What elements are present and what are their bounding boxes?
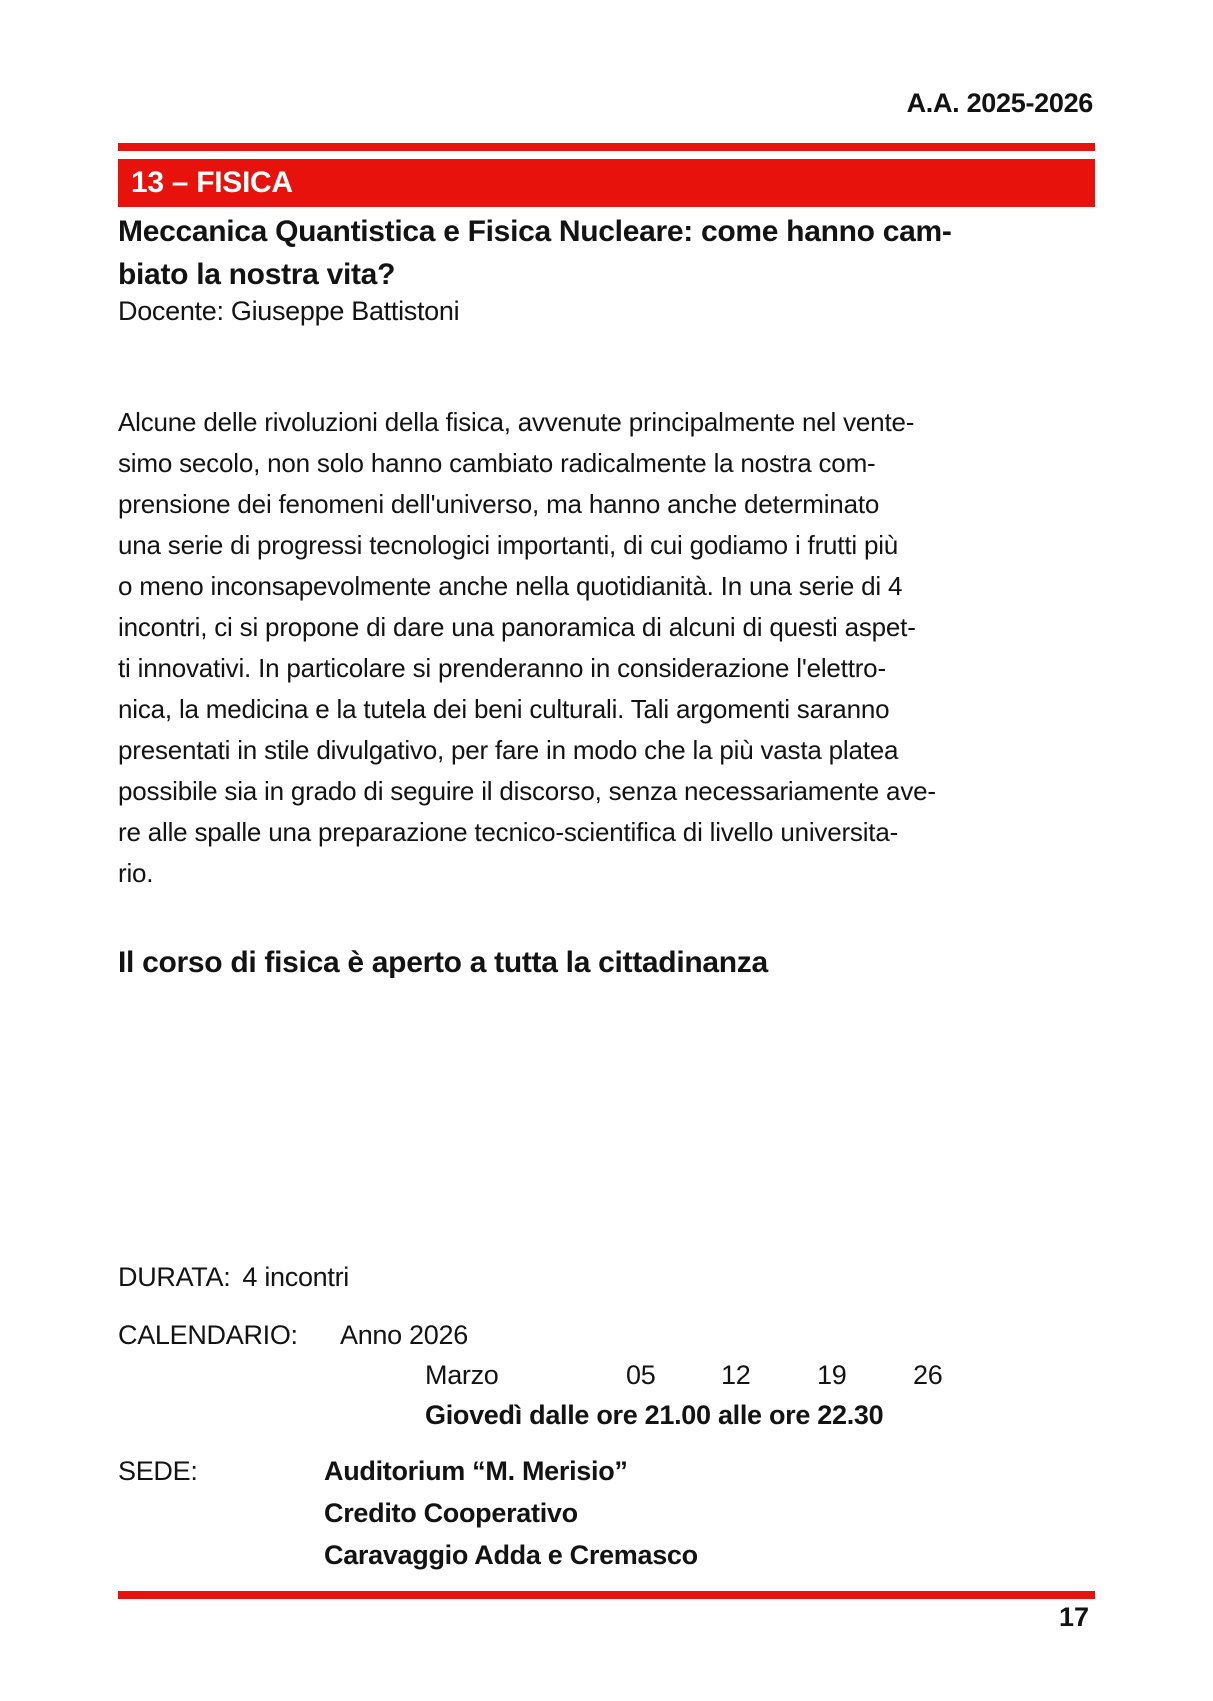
bottom-red-rule [118,1591,1095,1599]
course-description [118,402,1108,894]
teacher-line: Docente: Giuseppe Battistoni [118,296,460,326]
course-title [118,210,1108,296]
calendar-row [118,1320,1108,1356]
duration-label: DURATA: [118,1262,231,1292]
duration-row [118,1262,1108,1298]
description-line: o meno inconsapevolmente anche nella quotidianità. In una serie di 4 [118,571,903,601]
section-banner-label: 13 – FISICA [131,166,293,199]
description-line: una serie di progressi tecnologici importanti, di cui godiamo i frutti più [118,530,899,560]
course-title-line: biato la nostra vita? [118,258,396,291]
description-line: Alcune delle rivoluzioni della fisica, avvenute principalmente nel vente- [118,407,915,437]
venue-row [118,1498,1108,1534]
page-number: 17 [1058,1602,1089,1632]
time-row [118,1400,1108,1436]
section-banner [118,159,1095,207]
calendar-month: Marzo [425,1360,499,1390]
description-line: prensione dei fenomeni dell'universo, ma hanno anche determinato [118,489,880,519]
description-line: simo secolo, non solo hanno cambiato radicalmente la nostra com- [118,448,876,478]
description-line: rio. [118,858,154,888]
course-title-line: Meccanica Quantistica e Fisica Nucleare: come hanno cam- [118,215,952,248]
venue-line: Caravaggio Adda e Cremasco [324,1540,698,1570]
duration-value: 4 incontri [242,1262,349,1292]
description-line: ti innovativi. In particolare si prenderanno in considerazione l'elettro- [118,653,886,683]
calendar-date: 12 [721,1360,751,1390]
venue-label: SEDE: [118,1456,198,1486]
description-line: re alle spalle una preparazione tecnico-scientifica di livello universita- [118,817,899,847]
calendar-dates-row [118,1360,1108,1396]
calendar-year: Anno 2026 [340,1320,468,1350]
calendar-date: 26 [913,1360,943,1390]
description-line: presentati in stile divulgativo, per fare in modo che la più vasta platea [118,735,899,765]
calendar-date: 05 [626,1360,656,1390]
venue-row [118,1540,1108,1576]
top-red-rule [118,143,1095,151]
description-line: possibile sia in grado di seguire il discorso, senza necessariamente ave- [118,776,936,806]
open-to-citizens-note: Il corso di fisica è aperto a tutta la cittadinanza [118,946,768,979]
calendar-date: 19 [817,1360,847,1390]
calendar-label: CALENDARIO: [118,1320,298,1350]
venue-line: Credito Cooperativo [324,1498,578,1528]
venue-row [118,1456,1108,1492]
description-line: nica, la medicina e la tutela dei beni culturali. Tali argomenti saranno [118,694,890,724]
time-note: Giovedì dalle ore 21.00 alle ore 22.30 [425,1400,884,1430]
academic-year-header: A.A. 2025-2026 [906,88,1093,118]
venue-line: Auditorium “M. Merisio” [324,1456,628,1486]
description-line: incontri, ci si propone di dare una panoramica di alcuni di questi aspet- [118,612,916,642]
